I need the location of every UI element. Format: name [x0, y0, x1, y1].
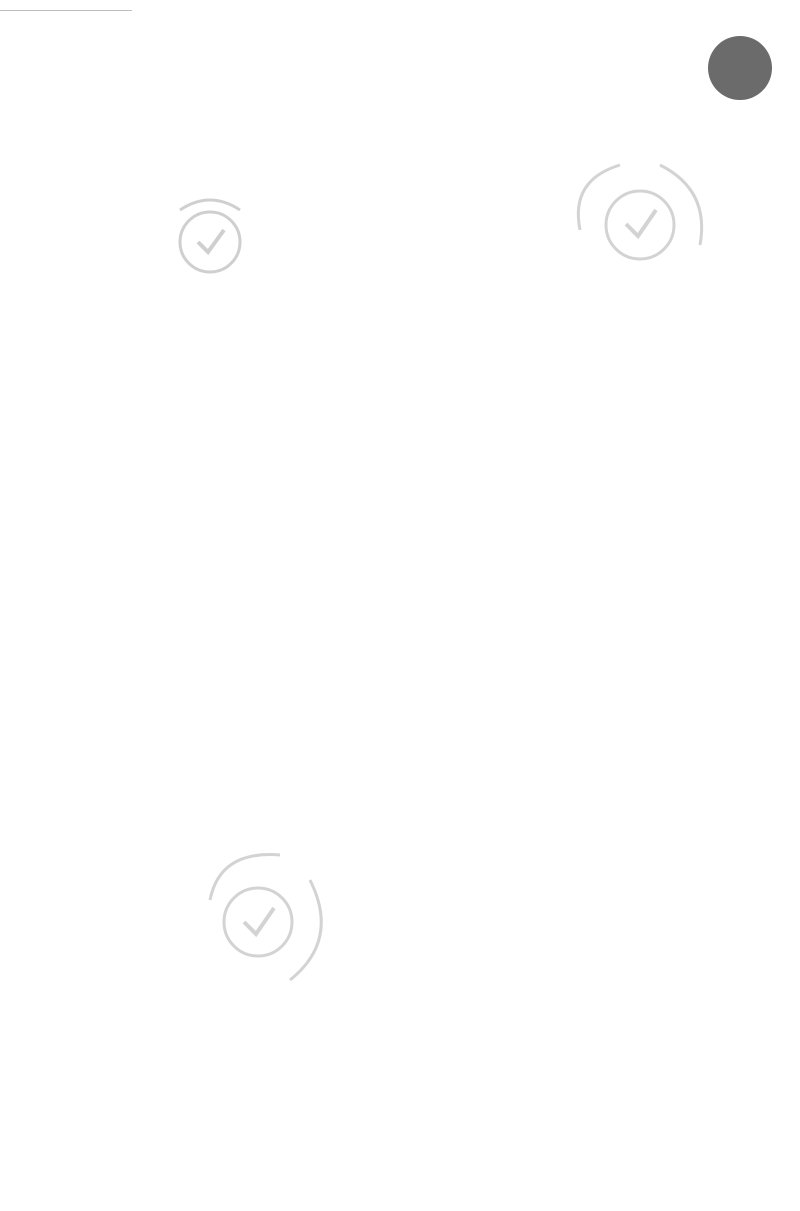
site-watermark	[620, 1118, 790, 1204]
check-stamp-icon	[180, 840, 340, 1000]
top-rule	[0, 10, 132, 11]
check-stamp-icon	[560, 150, 720, 290]
zoom-level-button[interactable]	[708, 36, 772, 100]
check-stamp-icon	[150, 190, 270, 300]
